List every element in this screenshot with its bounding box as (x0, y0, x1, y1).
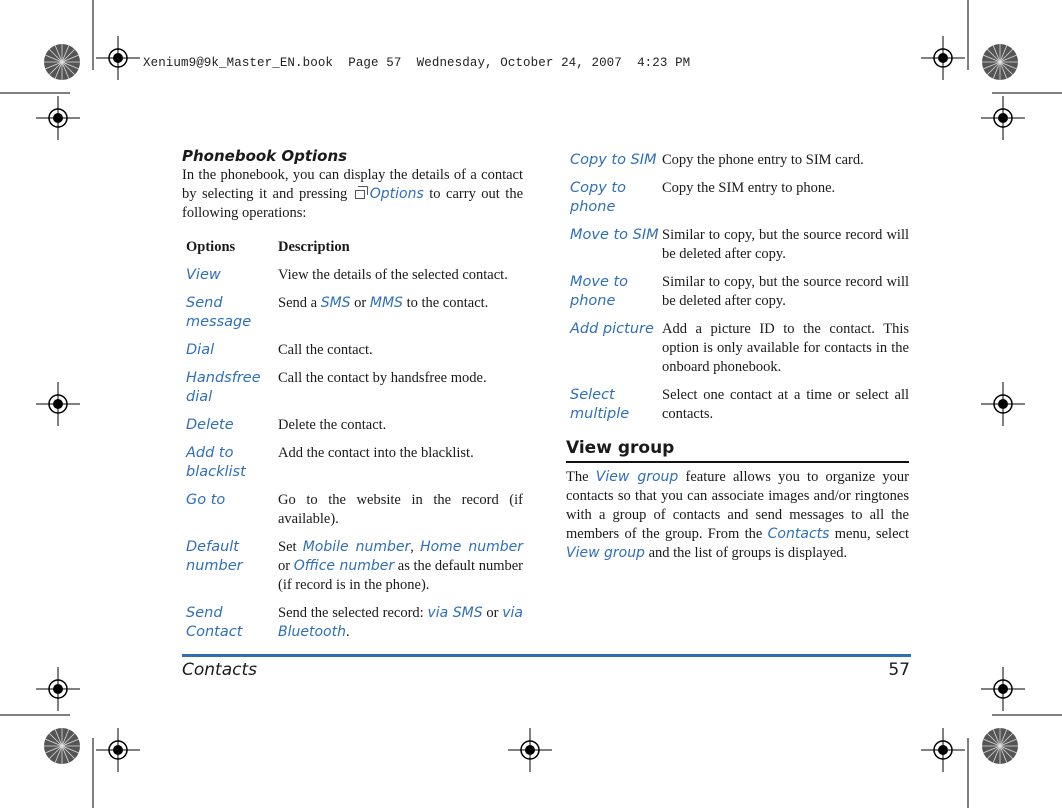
table-row (566, 273, 909, 320)
option-label: Copy to SIM (570, 152, 657, 168)
option-description: Send the selected record: via SMS or via Bluetooth. (278, 605, 523, 640)
table-row (566, 151, 909, 179)
option-label: Move to SIM (570, 227, 659, 243)
left-column (182, 146, 523, 651)
option-label: Send Contact (186, 605, 243, 640)
option-description: Call the contact. (278, 342, 373, 358)
option-description: Send a SMS or MMS to the contact. (278, 295, 489, 311)
option-label: Add picture (570, 321, 654, 337)
table-header-row (182, 238, 523, 266)
table-row (566, 320, 909, 386)
view-group-paragraph: The View group feature allows you to organize your contacts so that you can associate images and/or ringtones with a group of contacts and send messages to all the members of the group. From the Contacts menu, select View group and the list of groups is displayed. (566, 469, 909, 561)
option-label: Handsfree dial (186, 370, 261, 405)
option-description: Call the contact by handsfree mode. (278, 370, 487, 386)
table-row (566, 226, 909, 273)
options-table (182, 238, 523, 651)
option-description: Copy the SIM entry to phone. (662, 180, 836, 196)
table-row (182, 294, 523, 341)
column-header-description: Description (278, 239, 350, 255)
option-description: Select one contact at a time or select all contacts. (662, 387, 909, 422)
option-description: Add a picture ID to the contact. This option is only available for contacts in the onboard phonebook. (662, 321, 909, 375)
option-label: View (186, 267, 221, 283)
table-row (182, 341, 523, 369)
table-row (182, 538, 523, 604)
table-row (182, 416, 523, 444)
option-description: Delete the contact. (278, 417, 387, 433)
option-description: Similar to copy, but the source record will be deleted after copy. (662, 227, 909, 262)
right-column (566, 151, 909, 563)
option-description: Go to the website in the record (if available). (278, 492, 523, 527)
option-description: Copy the phone entry to SIM card. (662, 152, 864, 168)
option-label: Default number (186, 539, 243, 574)
table-row (182, 444, 523, 491)
option-label: Select multiple (570, 387, 630, 422)
options-softkey-label: Options (369, 186, 424, 202)
option-label: Copy to phone (570, 180, 626, 215)
footer-rule (182, 654, 911, 657)
option-label: Send message (186, 295, 252, 330)
table-row (566, 179, 909, 226)
section-title: Phonebook Options (182, 147, 348, 165)
option-description: Add the contact into the blacklist. (278, 445, 474, 461)
option-label: Delete (186, 417, 234, 433)
table-row (182, 604, 523, 651)
menu-key-icon (355, 186, 368, 199)
option-label: Move to phone (570, 274, 629, 309)
option-label: Add to blacklist (186, 445, 246, 480)
table-row (182, 266, 523, 294)
table-row (182, 369, 523, 416)
options-table-continued (566, 151, 909, 433)
option-description: Similar to copy, but the source record will be deleted after copy. (662, 274, 909, 309)
footer-chapter-title: Contacts (182, 660, 257, 680)
option-label: Dial (186, 342, 215, 358)
page-number: 57 (888, 660, 910, 680)
option-description: View the details of the selected contact. (278, 267, 508, 283)
intro-paragraph: In the phonebook, you can display the details of a contact by selecting it and pressing Options to carry out the following operations: (182, 167, 524, 221)
table-row (182, 491, 523, 538)
table-row (566, 386, 909, 433)
print-header: Xenium9@9k_Master_EN.book Page 57 Wednesday, October 24, 2007 4:23 PM (143, 56, 691, 70)
column-header-options: Options (186, 239, 236, 255)
option-label: Go to (186, 492, 226, 508)
view-group-heading: View group (566, 437, 909, 463)
option-description: Set Mobile number, Home number or Office number as the default number (if record is in the phone). (278, 539, 524, 593)
